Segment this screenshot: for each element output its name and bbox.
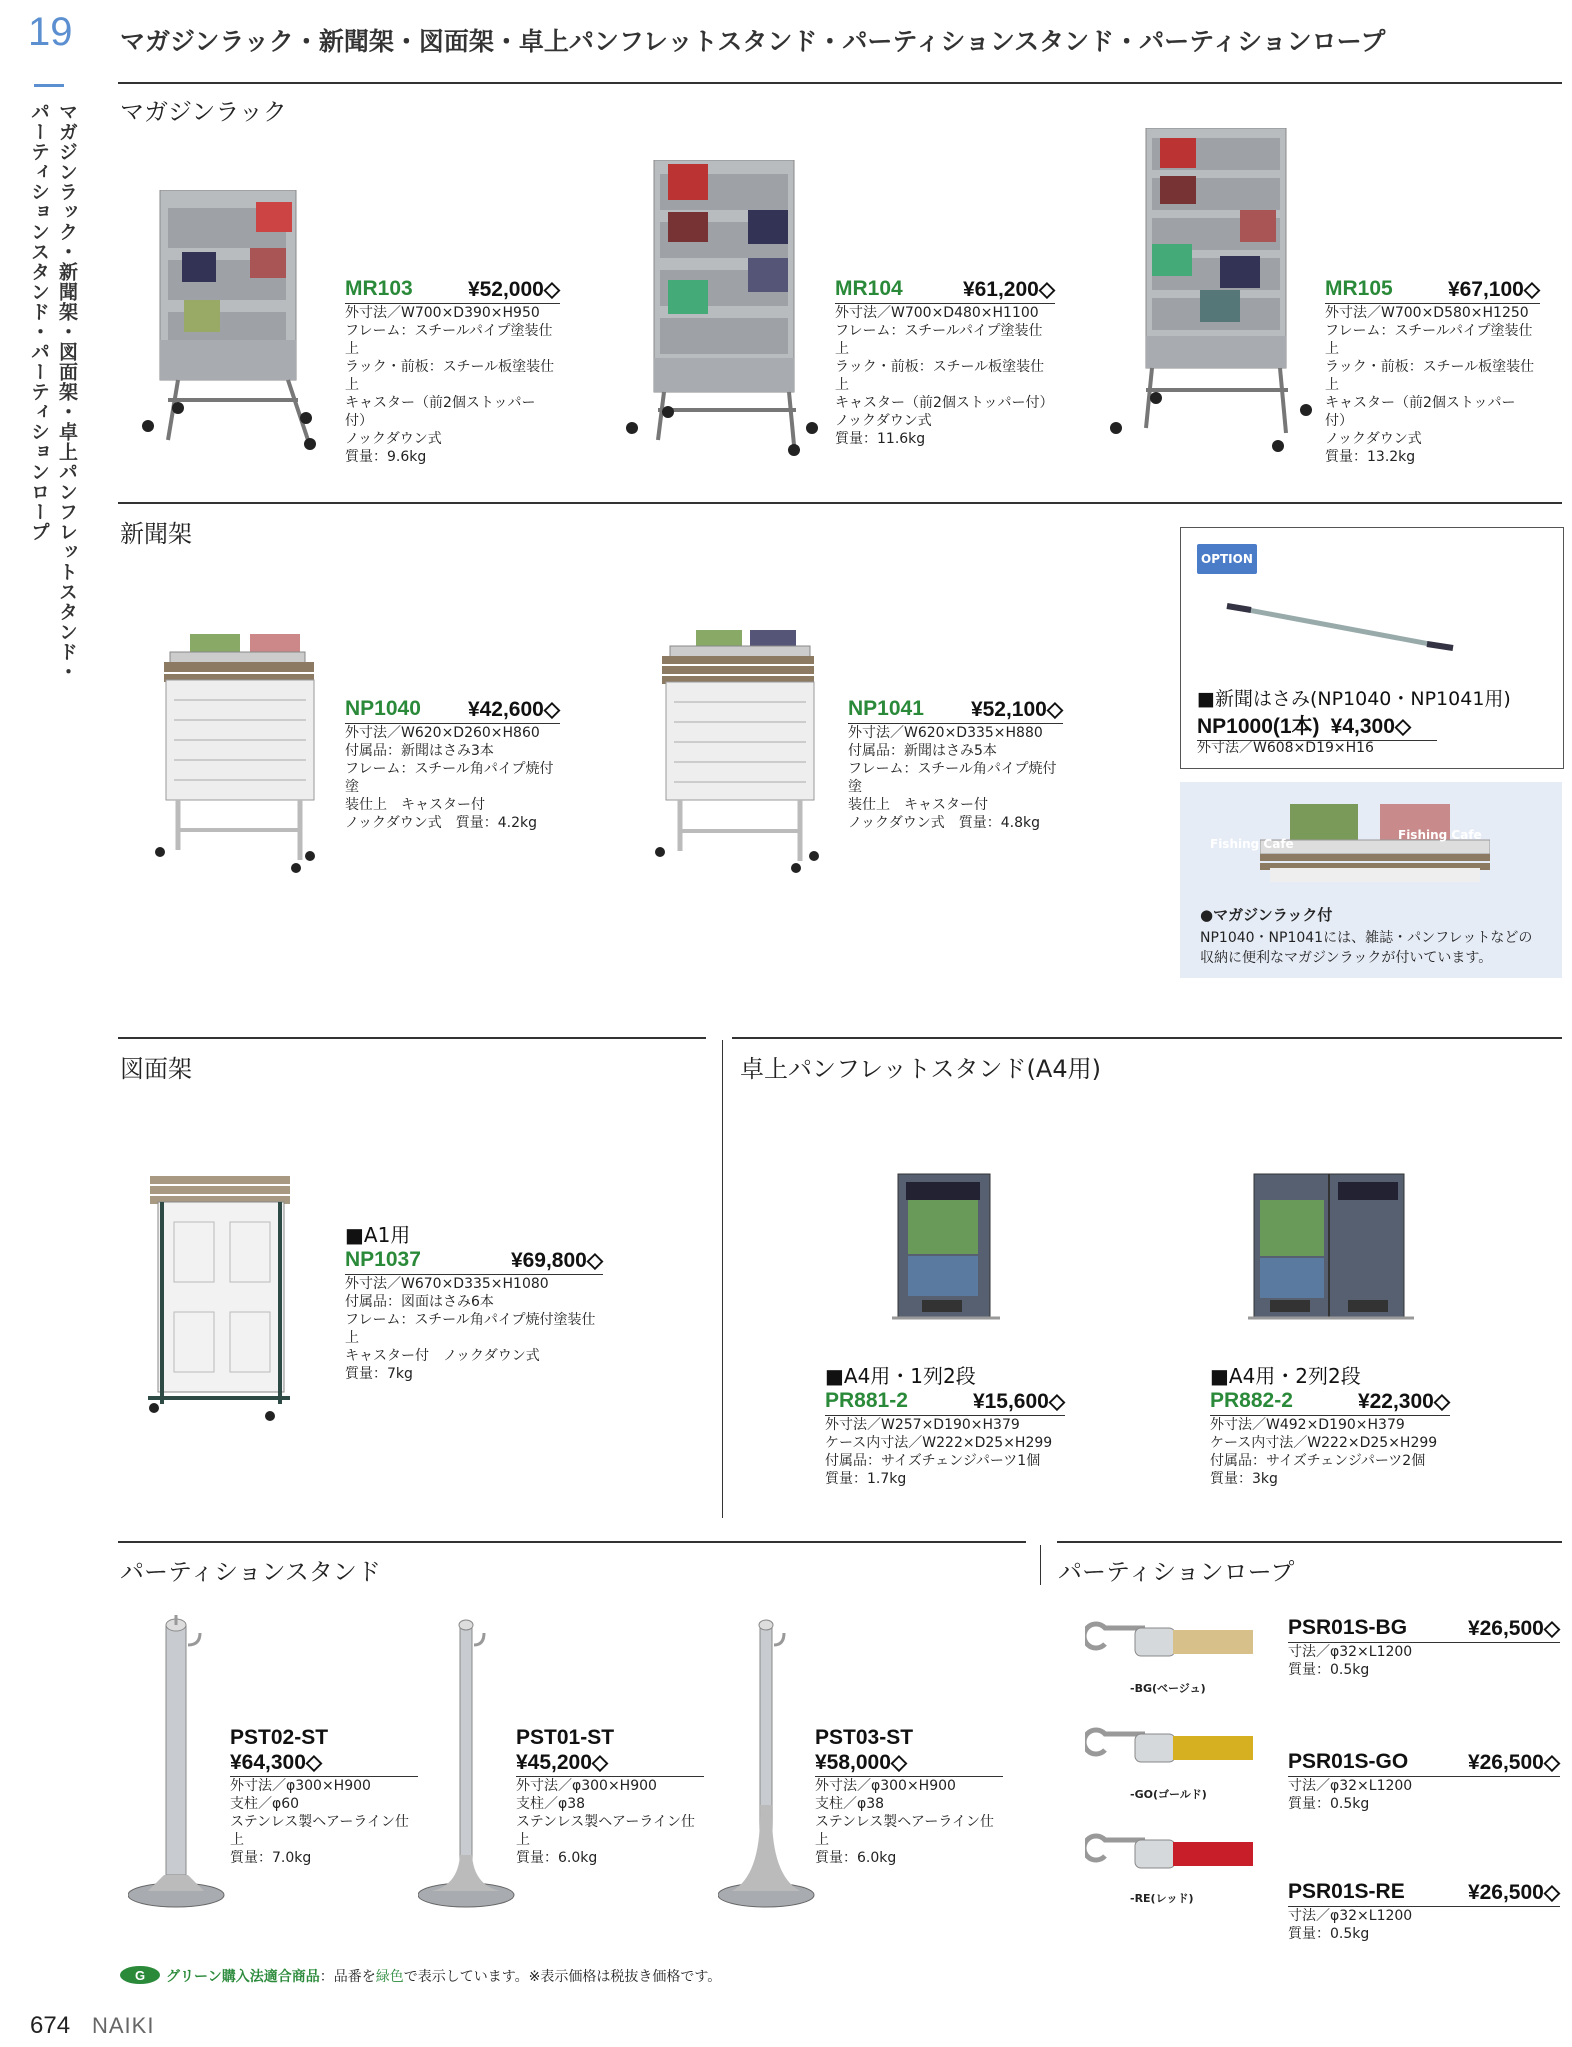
magazine-rack-image — [138, 190, 318, 460]
note-title: ●マガジンラック付 — [1200, 906, 1333, 924]
product-code: MR103 — [345, 277, 413, 300]
product-label: ■A4用・2列2段 — [1210, 1364, 1361, 1388]
column-divider — [1040, 1545, 1041, 1585]
section-title-partition-stand: パーティションスタンド — [120, 1558, 381, 1586]
product-specs: 外寸法／W492×D190×H379 ケース内寸法／W222×D25×H299 付属品：サイズチェンジパーツ2個 質量：3kg — [1210, 1417, 1438, 1487]
product-price: ¥45,200◇ — [516, 1751, 609, 1774]
product-mr104 — [835, 277, 1055, 448]
section-rule — [1057, 1541, 1562, 1543]
rope-caption: -GO(ゴールド) — [1130, 1788, 1207, 1801]
product-price: ¥52,100◇ — [970, 698, 1063, 721]
side-label-2: パーティションスタンド・パーティションロープ — [28, 102, 50, 542]
product-specs: 外寸法／W620×D335×H880 付属品：新聞はさみ5本 フレーム：スチール角パイプ焼付塗 装仕上 キャスター付 ノックダウン式 質量：4.8kg — [848, 725, 1057, 831]
product-code: PSR01S-GO — [1288, 1750, 1409, 1773]
partition-stand-image — [418, 1605, 518, 1915]
product-code: PR881-2 — [825, 1389, 908, 1412]
section-title-partition-rope: パーティションロープ — [1058, 1558, 1295, 1586]
rope-image — [1085, 1614, 1255, 1672]
product-specs: 外寸法／W257×D190×H379 ケース内寸法／W222×D25×H299 付属品：サイズチェンジパーツ1個 質量：1.7kg — [825, 1417, 1053, 1487]
rope-image — [1085, 1826, 1255, 1884]
note-pre: ：品番を — [319, 1969, 376, 1985]
section-rule — [118, 1037, 706, 1039]
product-mr105 — [1325, 277, 1540, 466]
note-sign-1: Fishing Cafe — [1210, 837, 1294, 851]
note-post: で表示しています。※表示価格は税抜き価格です。 — [403, 1969, 722, 1985]
product-pst01-st — [516, 1726, 704, 1867]
partition-stand-image — [718, 1605, 818, 1915]
product-price: ¥52,000◇ — [467, 278, 560, 301]
newspaper-clip-image — [1221, 598, 1461, 658]
product-specs: 外寸法／W700×D480×H1100 フレーム：スチールパイプ塗装仕上 ラック・前板：スチール板塗装仕上 キャスター（前2個ストッパー付） ノックダウン式 質量：11.6kg — [835, 305, 1054, 447]
svg-text:G: G — [134, 1968, 146, 1983]
section-rule — [118, 82, 1562, 84]
rope-caption: -BG(ベージュ) — [1130, 1682, 1206, 1695]
product-price: ¥67,100◇ — [1447, 278, 1540, 301]
section-rule — [118, 1541, 1026, 1543]
product-price: ¥64,300◇ — [230, 1751, 323, 1774]
newspaper-rack-image — [150, 630, 320, 880]
product-price: ¥61,200◇ — [962, 278, 1055, 301]
section-title-magazine: マガジンラック — [120, 98, 287, 126]
product-mr103 — [345, 277, 560, 466]
product-np1037 — [345, 1219, 603, 1383]
product-specs: 外寸法／W700×D390×H950 フレーム：スチールパイプ塗装仕上 ラック・前板：スチール板塗装仕上 キャスター（前2個ストッパー付） ノックダウン式 質量：9.6kg — [345, 305, 555, 465]
product-pst02-st — [230, 1726, 418, 1867]
product-code: NP1037 — [345, 1248, 421, 1271]
product-specs: 外寸法／W670×D335×H1080 付属品：図面はさみ6本 フレーム：スチール角パイプ焼付塗装仕上 キャスター付 ノックダウン式 質量：7kg — [345, 1276, 596, 1382]
option-badge: OPTION — [1197, 544, 1257, 574]
product-pr881-2 — [825, 1360, 1065, 1488]
product-code: MR105 — [1325, 277, 1393, 300]
product-price: ¥58,000◇ — [815, 1751, 908, 1774]
section-rule — [732, 1037, 1562, 1039]
magazine-rack-image — [1106, 128, 1316, 458]
newspaper-rack-image — [650, 626, 825, 881]
partition-stand-image — [128, 1605, 228, 1915]
column-divider — [722, 1040, 723, 1518]
product-specs: 寸法／φ32×L1200 質量：0.5kg — [1288, 1908, 1413, 1942]
rope-image — [1085, 1720, 1255, 1778]
product-price: ¥26,500◇ — [1467, 1881, 1560, 1904]
page-number: 674 — [30, 2012, 71, 2039]
product-code: PSR01S-RE — [1288, 1880, 1405, 1903]
option-spec: 外寸法／W608×D19×H16 — [1197, 740, 1374, 756]
product-np1040 — [345, 697, 560, 832]
footer-note — [166, 1966, 721, 1986]
product-code: PSR01S-BG — [1288, 1616, 1408, 1639]
product-pr882-2 — [1210, 1360, 1450, 1488]
magazine-rack-image — [624, 160, 824, 460]
green-purchase-logo-icon — [118, 1964, 162, 1986]
product-price: ¥22,300◇ — [1357, 1390, 1450, 1413]
pamphlet-stand-image — [888, 1170, 1008, 1330]
section-rule — [118, 502, 1562, 504]
brand-name: NAIKI — [92, 2013, 155, 2038]
side-label-1: マガジンラック・新聞架・図面架・卓上パンフレットスタンド・ — [56, 102, 78, 682]
product-specs: 寸法／φ32×L1200 質量：0.5kg — [1288, 1778, 1413, 1812]
product-specs: 外寸法／φ300×H900 支柱／φ38 ステンレス製ヘアーライン仕上 質量：6.0kg — [815, 1778, 994, 1866]
product-price: ¥26,500◇ — [1467, 1617, 1560, 1640]
product-price: ¥15,600◇ — [972, 1390, 1065, 1413]
product-pst03-st — [815, 1726, 1003, 1867]
product-code: NP1040 — [345, 697, 421, 720]
product-specs: 外寸法／W700×D580×H1250 フレーム：スチールパイプ塗装仕上 ラック・前板：スチール板塗装仕上 キャスター（前2個ストッパー付） ノックダウン式 質量：13.2kg — [1325, 305, 1535, 465]
section-title-pamphlet: 卓上パンフレットスタンド(A4用) — [740, 1055, 1101, 1083]
product-specs: 外寸法／φ300×H900 支柱／φ38 ステンレス製ヘアーライン仕上 質量：6.0kg — [516, 1778, 695, 1866]
product-psr01s-bg — [1288, 1616, 1560, 1679]
product-label: ■A4用・1列2段 — [825, 1364, 976, 1388]
product-specs: 外寸法／φ300×H900 支柱／φ60 ステンレス製ヘアーライン仕上 質量：7.0kg — [230, 1778, 409, 1866]
product-code: PST01-ST — [516, 1726, 615, 1749]
chapter-number: 19 — [28, 10, 73, 54]
product-np1041 — [848, 697, 1063, 832]
product-specs: 寸法／φ32×L1200 質量：0.5kg — [1288, 1644, 1413, 1678]
chapter-bar — [34, 84, 64, 87]
rope-caption: -RE(レッド) — [1130, 1892, 1194, 1905]
section-title-drawing: 図面架 — [120, 1055, 192, 1083]
product-specs: 外寸法／W620×D260×H860 付属品：新聞はさみ3本 フレーム：スチール角パイプ焼付塗 装仕上 キャスター付 ノックダウン式 質量：4.2kg — [345, 725, 554, 831]
product-code: PR882-2 — [1210, 1389, 1293, 1412]
note-text: NP1040・NP1041には、雑誌・パンフレットなどの 収納に便利なマガジンラックが付いています。 — [1200, 930, 1533, 966]
note-sign-2: Fishing Cafe — [1398, 828, 1482, 842]
magazine-note-box — [1180, 782, 1562, 978]
option-code: NP1000(1本) — [1197, 715, 1320, 738]
product-code: MR104 — [835, 277, 903, 300]
product-code: PST02-ST — [230, 1726, 329, 1749]
product-label: ■A1用 — [345, 1223, 411, 1247]
option-price: ¥4,300◇ — [1330, 715, 1412, 738]
page-title: マガジンラック・新聞架・図面架・卓上パンフレットスタンド・パーティションスタンド・パーティションロープ — [120, 27, 1386, 56]
option-title: ■新聞はさみ(NP1040・NP1041用) — [1197, 688, 1511, 710]
product-psr01s-re — [1288, 1880, 1560, 1943]
product-code: NP1041 — [848, 697, 924, 720]
drawing-rack-image — [140, 1172, 300, 1424]
product-price: ¥42,600◇ — [467, 698, 560, 721]
product-psr01s-go — [1288, 1750, 1560, 1813]
note-green: 緑色 — [375, 1969, 404, 1985]
pamphlet-stand-image — [1248, 1170, 1418, 1330]
green-label: グリーン購入法適合商品 — [166, 1969, 320, 1985]
section-title-newspaper: 新聞架 — [120, 520, 192, 548]
option-code-price — [1197, 710, 1437, 741]
product-price: ¥26,500◇ — [1467, 1751, 1560, 1774]
product-code: PST03-ST — [815, 1726, 914, 1749]
product-price: ¥69,800◇ — [510, 1249, 603, 1272]
option-box — [1180, 527, 1564, 769]
